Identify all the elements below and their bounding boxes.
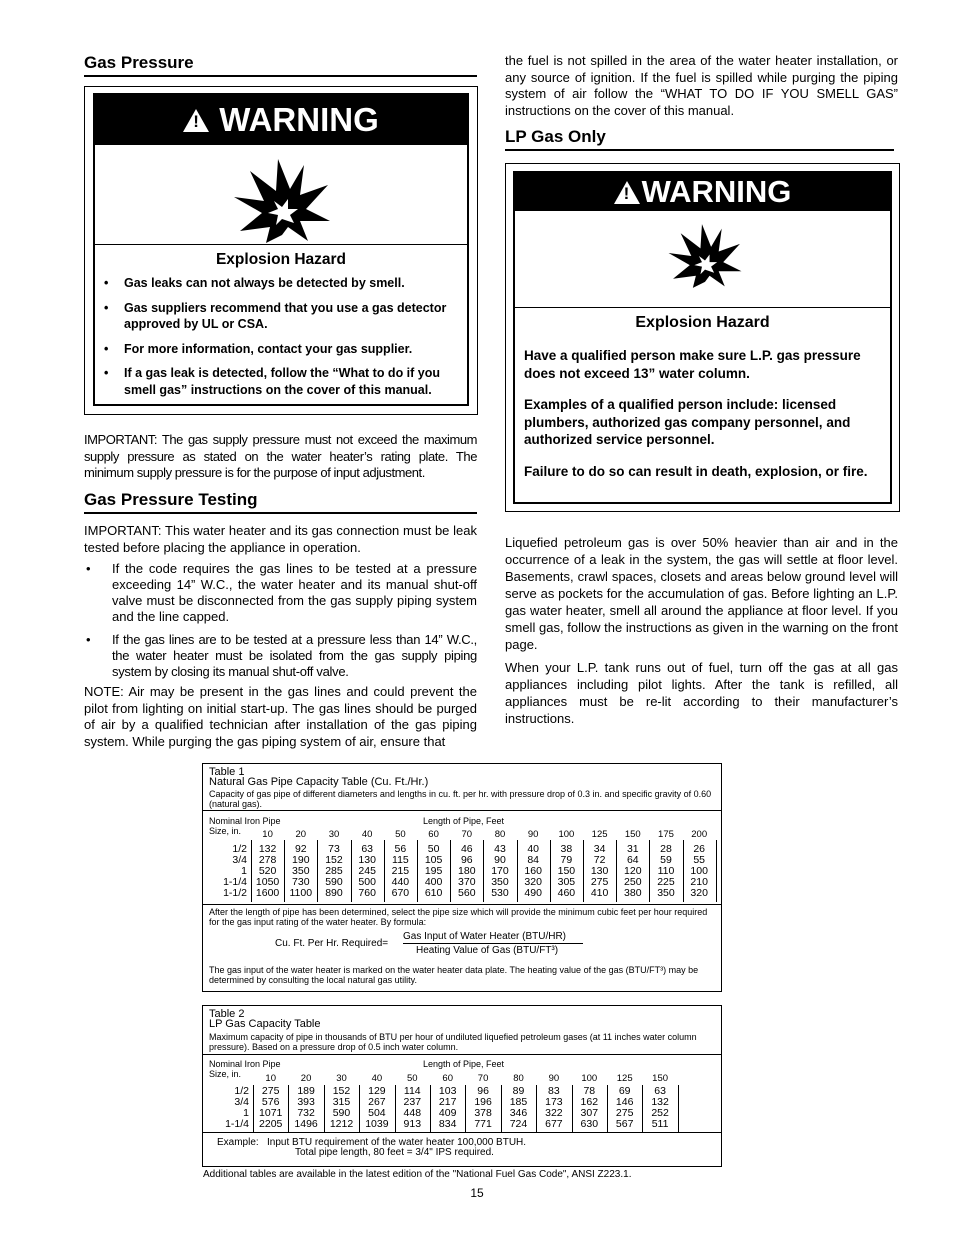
- table-title: Natural Gas Pipe Capacity Table (Cu. Ft./Hr.): [209, 776, 429, 788]
- lp-info-paragraph-2: When your L.P. tank runs out of fuel, turn off the gas at all gas appliances including pilot lights. After the tank is refilled, all appliances must be re-lit according to their manufacturer’s instructions.: [505, 660, 898, 726]
- pipe-size-label: 1/2: [232, 843, 247, 855]
- capacity-cell: 1071: [259, 1107, 283, 1119]
- capacity-cell: 576: [261, 1096, 280, 1108]
- lp-gas-capacity-table: [202, 1005, 722, 1167]
- after-length-note: After the length of pipe has been determined, select the pipe size which will provide the minimum cubic feet per hour required for the gas input rating of the water heater. By formula:: [209, 907, 708, 927]
- size-header-unit: Size, in.: [209, 826, 242, 836]
- capacity-cell: 245: [358, 865, 376, 877]
- lp-hazard-paragraph: Failure to do so can result in death, explosion, or fire.: [524, 463, 868, 479]
- capacity-cell: 400: [424, 876, 443, 888]
- capacity-cell: 393: [297, 1096, 315, 1108]
- warning-banner-text: WARNING: [641, 174, 792, 209]
- lp-hazard-paragraphs: [524, 347, 884, 494]
- example-line-1: Example: Input BTU requirement of the water heater 100,000 BTUH.: [217, 1137, 527, 1148]
- pipe-size-label: 1: [243, 1107, 249, 1119]
- length-column-header: 150: [624, 829, 641, 840]
- capacity-cell: 96: [460, 854, 473, 866]
- length-column-header: 150: [652, 1073, 669, 1084]
- pipe-size-label: 1/2: [234, 1085, 249, 1097]
- warning-triangle-icon: !: [183, 109, 209, 132]
- capacity-cell: 346: [509, 1107, 528, 1119]
- capacity-cell: 1100: [289, 887, 313, 899]
- length-column-header: 100: [558, 829, 575, 840]
- length-column-header: 20: [300, 1073, 312, 1084]
- length-column-header: 50: [395, 829, 406, 840]
- length-column-header: 80: [494, 829, 506, 840]
- capacity-cell: 771: [474, 1118, 492, 1130]
- length-column-header: 10: [265, 1073, 276, 1084]
- capacity-cell: 315: [332, 1096, 351, 1108]
- continued-text: the fuel is not spilled in the area of the water heater installation, or any source of ignition. If the fuel is spilled while purging the piping system of air follow the “WHAT TO DO IF YOU SMELL GAS” instructions on the cover of this manual.: [505, 53, 898, 118]
- length-header: Length of Pipe, Feet: [423, 1059, 505, 1069]
- capacity-cell: 350: [657, 887, 675, 899]
- capacity-cell: 114: [403, 1085, 421, 1097]
- capacity-cell: 28: [660, 843, 672, 855]
- heading-rule: [84, 512, 477, 514]
- hazard-bullet: • For more information, contact your gas supplier.: [95, 341, 463, 358]
- capacity-cell: 34: [593, 843, 606, 855]
- capacity-cell: 160: [524, 865, 542, 877]
- capacity-cell: 460: [557, 887, 576, 899]
- capacity-cell: 1212: [329, 1118, 354, 1130]
- testing-bullet: • If the code requires the gas lines to be tested at a pressure exceeding 14” W.C., the water heater and its manual shut-off valve must be disconnected from the gas supply piping system and the line capped.: [84, 561, 477, 625]
- capacity-cell: 105: [424, 854, 443, 866]
- capacity-cell: 760: [358, 887, 376, 899]
- capacity-cell: 370: [458, 876, 476, 888]
- lp-hazard-paragraph: Have a qualified person make sure L.P. gas pressure does not exceed 13” water column.: [524, 348, 861, 381]
- gas-pressure-testing-heading: Gas Pressure Testing: [84, 490, 258, 509]
- capacity-cell: 670: [391, 887, 410, 899]
- capacity-cell: 1600: [255, 887, 280, 899]
- hazard-bullet: • Gas suppliers recommend that you use a gas detector approved by UL or CSA.: [95, 300, 463, 333]
- example-line-2: Total pipe length, 80 feet = 3/4" IPS required.: [295, 1147, 494, 1158]
- capacity-cell: 567: [615, 1118, 634, 1130]
- capacity-cell: 162: [580, 1096, 599, 1108]
- formula-numerator: Gas Input of Water Heater (BTU/HR): [403, 931, 567, 942]
- lp-gas-only-heading: LP Gas Only: [505, 127, 606, 146]
- capacity-cell: 152: [332, 1085, 351, 1097]
- testing-bullet: • If the gas lines are to be tested at a pressure less than 14” W.C., the water heater must be isolated from the gas supply piping system by closing its manual shut-off valve.: [84, 632, 477, 680]
- length-header: Length of Pipe, Feet: [423, 816, 505, 826]
- capacity-cell: 590: [332, 1107, 351, 1119]
- capacity-cell: 79: [560, 854, 573, 866]
- table-label: Table 2: [209, 1008, 245, 1020]
- capacity-cell: 409: [438, 1107, 457, 1119]
- capacity-cell: 78: [583, 1085, 596, 1097]
- capacity-cell: 267: [368, 1096, 386, 1108]
- capacity-cell: 195: [424, 865, 443, 877]
- capacity-cell: 307: [580, 1107, 599, 1119]
- capacity-cell: 320: [524, 876, 542, 888]
- hazard-bullet: • If a gas leak is detected, follow the “What to do if you smell gas” instructions on the cover of this manual.: [95, 365, 463, 398]
- hazard-title: Explosion Hazard: [215, 251, 347, 268]
- capacity-cell: 410: [590, 887, 609, 899]
- length-column-header: 60: [442, 1073, 453, 1084]
- capacity-cell: 913: [403, 1118, 422, 1130]
- capacity-cell: 732: [297, 1107, 315, 1119]
- capacity-cell: 100: [690, 865, 708, 877]
- explosion-icon: [232, 157, 332, 245]
- capacity-cell: 196: [474, 1096, 492, 1108]
- capacity-cell: 530: [491, 887, 509, 899]
- length-column-header: 40: [371, 1073, 383, 1084]
- capacity-cell: 43: [494, 843, 506, 855]
- table-label: Table 1: [209, 766, 245, 778]
- lp-hazard-paragraph: Examples of a qualified person include: licensed plumbers, authorized gas company personnel, and authorized service personnel.: [524, 397, 851, 447]
- capacity-cell: 560: [458, 887, 476, 899]
- capacity-cell: 1050: [255, 876, 280, 888]
- formula-lhs: Cu. Ft. Per Hr. Required=: [275, 938, 389, 949]
- capacity-cell: 40: [527, 843, 540, 855]
- length-column-header: 70: [461, 829, 473, 840]
- capacity-cell: 275: [615, 1107, 634, 1119]
- capacity-cell: 115: [392, 854, 409, 866]
- warning-banner: [515, 173, 890, 211]
- warning-box-lp-pressure: [505, 163, 900, 512]
- capacity-cell: 173: [545, 1096, 563, 1108]
- capacity-cell: 103: [438, 1085, 457, 1097]
- pipe-size-label: 3/4: [234, 1096, 249, 1108]
- capacity-cell: 189: [297, 1085, 315, 1097]
- capacity-cell: 38: [560, 843, 573, 855]
- length-column-header: 125: [616, 1073, 633, 1084]
- capacity-cell: 63: [654, 1085, 666, 1097]
- capacity-cell: 180: [458, 865, 476, 877]
- note-text: NOTE: Air may be present in the gas lines and could prevent the pilot from lighting on initial start-up. The gas lines should be purged of air by a qualified technician after installation of the gas piping system. While purging the gas piping system of air, ensure that: [84, 684, 477, 749]
- length-column-header: 40: [361, 829, 373, 840]
- table-caption: Maximum capacity of pipe in thousands of BTU per hour of undiluted liquefied petroleum gases (at 11 inches water column pressure). Based on a pressure drop of 0.5 inch water column.: [209, 1032, 697, 1052]
- capacity-cell: 730: [292, 876, 310, 888]
- pipe-size-label: 1-1/4: [223, 876, 247, 888]
- capacity-cell: 378: [474, 1107, 492, 1119]
- length-column-header: 70: [477, 1073, 489, 1084]
- gas-pressure-heading: Gas Pressure: [84, 53, 194, 72]
- capacity-cell: 72: [593, 854, 606, 866]
- capacity-cell: 132: [258, 843, 277, 855]
- length-column-header: 90: [527, 829, 539, 840]
- capacity-cell: 285: [325, 865, 343, 877]
- capacity-cell: 96: [477, 1085, 489, 1097]
- length-column-header: 200: [691, 829, 708, 840]
- pipe-size-label: 3/4: [232, 854, 247, 866]
- table-caption: Capacity of gas pipe of different diameters and lengths in cu. ft. per hr. with pressure drop of 0.3 in. and specific gravity of 0.60 (natural gas).: [209, 789, 712, 809]
- capacity-cell: 1039: [365, 1118, 389, 1130]
- capacity-cell: 380: [624, 887, 642, 899]
- capacity-cell: 83: [548, 1085, 560, 1097]
- warning-banner-text: WARNING: [219, 101, 379, 138]
- capacity-cell: 630: [580, 1118, 599, 1130]
- capacity-cell: 190: [292, 854, 310, 866]
- capacity-cell: 2205: [259, 1118, 283, 1130]
- length-column-header: 125: [591, 829, 608, 840]
- capacity-cell: 225: [657, 876, 675, 888]
- length-column-header: 30: [328, 829, 340, 840]
- capacity-cell: 90: [494, 854, 506, 866]
- table-footer-note: The gas input of the water heater is marked on the water heater data plate. The heating value of the gas (BTU/FT³) may be determined by consulting the local natural gas utility.: [209, 965, 699, 985]
- capacity-cell: 130: [590, 865, 609, 877]
- pipe-size-label: 1-1/2: [223, 887, 247, 899]
- capacity-cell: 89: [512, 1085, 525, 1097]
- length-column-header: 100: [581, 1073, 598, 1084]
- capacity-cell: 26: [693, 843, 706, 855]
- capacity-cell: 129: [368, 1085, 386, 1097]
- capacity-cell: 215: [391, 865, 410, 877]
- capacity-cell: 320: [690, 887, 708, 899]
- capacity-cell: 92: [294, 843, 307, 855]
- length-column-header: 60: [428, 829, 439, 840]
- length-column-header: 50: [407, 1073, 418, 1084]
- capacity-cell: 63: [361, 843, 374, 855]
- capacity-cell: 84: [527, 854, 540, 866]
- capacity-cell: 64: [626, 854, 639, 866]
- capacity-cell: 170: [491, 865, 509, 877]
- capacity-cell: 677: [545, 1118, 563, 1130]
- testing-bullet-list: [84, 561, 477, 687]
- length-column-header: 20: [295, 829, 307, 840]
- capacity-cell: 252: [651, 1107, 669, 1119]
- capacity-cell: 504: [368, 1107, 386, 1119]
- warning-box-gas-leak: [84, 86, 478, 415]
- capacity-cell: 146: [615, 1096, 634, 1108]
- additional-tables-note: Additional tables are available in the latest edition of the "National Fuel Gas Code", ANSI Z223.1.: [203, 1169, 632, 1180]
- length-column-header: 10: [262, 829, 273, 840]
- table-title: LP Gas Capacity Table: [209, 1018, 321, 1030]
- length-column-header: 175: [658, 829, 674, 840]
- capacity-cell: 724: [509, 1118, 528, 1130]
- capacity-cell: 250: [624, 876, 642, 888]
- pipe-size-label: 1-1/4: [225, 1118, 249, 1130]
- important-leak-test-text: IMPORTANT: This water heater and its gas connection must be leak tested before placing the appliance in operation.: [84, 523, 477, 555]
- length-column-header: 90: [548, 1073, 560, 1084]
- capacity-cell: 511: [651, 1118, 669, 1130]
- length-column-header: 30: [336, 1073, 347, 1084]
- capacity-cell: 31: [626, 843, 639, 855]
- capacity-cell: 237: [403, 1096, 422, 1108]
- lp-info-paragraph-1: Liquefied petroleum gas is over 50% heavier than air and in the occurrence of a leak in the system, the gas will settle at floor level. Basements, crawl spaces, closets and areas below ground level will serve as pockets for the accumulation of gas. Before lighting an L.P. gas water heater, smell all around the appliance at floor level. If you smell gas, follow the instructions as given in the warning on the front page.: [505, 535, 898, 652]
- capacity-cell: 278: [258, 854, 277, 866]
- capacity-cell: 55: [693, 854, 706, 866]
- capacity-cell: 322: [545, 1107, 563, 1119]
- capacity-cell: 110: [657, 865, 675, 877]
- capacity-cell: 490: [524, 887, 542, 899]
- heading-rule: [505, 149, 894, 151]
- capacity-cell: 120: [624, 865, 642, 877]
- capacity-cell: 132: [651, 1096, 669, 1108]
- capacity-cell: 834: [438, 1118, 457, 1130]
- capacity-cell: 500: [358, 876, 376, 888]
- hazard-bullet: • Gas leaks can not always be detected by smell.: [95, 275, 463, 292]
- capacity-cell: 610: [424, 887, 443, 899]
- capacity-cell: 59: [660, 854, 672, 866]
- capacity-cell: 69: [618, 1085, 631, 1097]
- capacity-cell: 275: [261, 1085, 280, 1097]
- explosion-icon: [667, 220, 743, 292]
- capacity-cell: 305: [557, 876, 576, 888]
- column-divider: [678, 1085, 679, 1132]
- capacity-cell: 46: [460, 843, 473, 855]
- warning-triangle-icon: !: [614, 181, 640, 204]
- capacity-cell: 73: [328, 843, 340, 855]
- hazard-title: Explosion Hazard: [635, 314, 770, 331]
- capacity-cell: 130: [358, 854, 376, 866]
- capacity-cell: 210: [690, 876, 708, 888]
- hazard-bullet-list: [95, 275, 463, 406]
- capacity-cell: 890: [325, 887, 343, 899]
- column-divider: [716, 840, 717, 902]
- capacity-cell: 50: [427, 843, 440, 855]
- page-number: 15: [470, 1186, 484, 1200]
- capacity-cell: 350: [491, 876, 509, 888]
- capacity-cell: 185: [509, 1096, 528, 1108]
- size-header: Nominal Iron Pipe: [209, 816, 281, 826]
- capacity-cell: 56: [394, 843, 407, 855]
- capacity-cell: 350: [292, 865, 310, 877]
- capacity-cell: 150: [557, 865, 576, 877]
- capacity-cell: 275: [590, 876, 609, 888]
- natural-gas-capacity-table: [202, 763, 722, 992]
- heading-rule: [84, 75, 477, 77]
- important-pressure-text: IMPORTANT: The gas supply pressure must not exceed the maximum supply pressure as stated on the water heater’s rating plate. The minimum supply pressure is for the purpose of input adjustment.: [84, 432, 477, 480]
- capacity-cell: 590: [325, 876, 343, 888]
- capacity-cell: 152: [325, 854, 343, 866]
- capacity-cell: 1496: [294, 1118, 318, 1130]
- capacity-cell: 217: [438, 1096, 457, 1108]
- size-header-unit: Size, in.: [209, 1069, 242, 1079]
- capacity-cell: 448: [403, 1107, 422, 1119]
- capacity-cell: 440: [391, 876, 410, 888]
- size-header: Nominal Iron Pipe: [209, 1059, 281, 1069]
- length-column-header: 80: [513, 1073, 524, 1084]
- capacity-cell: 520: [258, 865, 277, 877]
- formula-denominator: Heating Value of Gas (BTU/FT³): [416, 945, 559, 956]
- warning-banner: [95, 95, 467, 145]
- pipe-size-label: 1: [241, 865, 247, 877]
